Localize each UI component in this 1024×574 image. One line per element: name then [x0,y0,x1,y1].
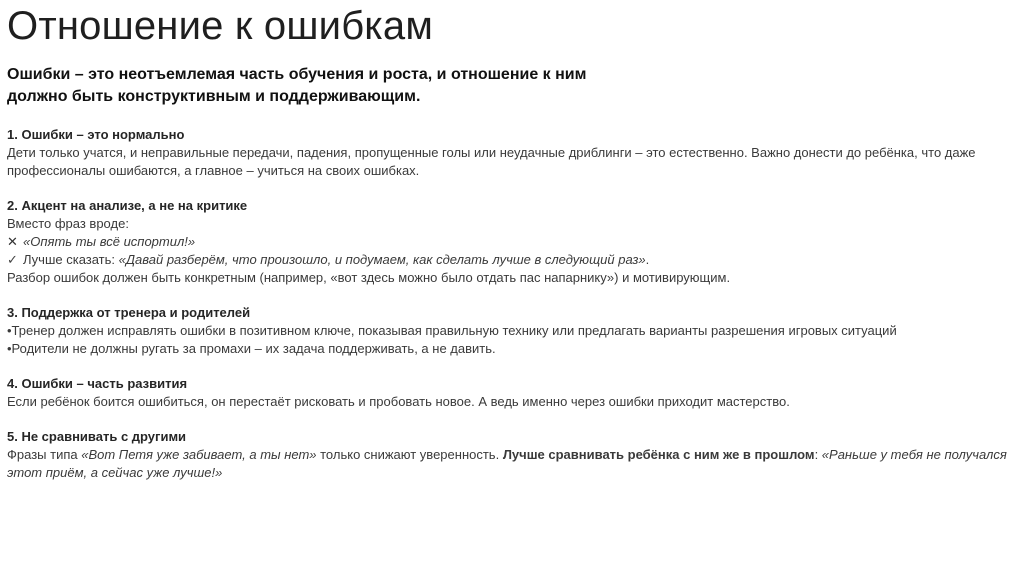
text-part: Фразы типа [7,447,82,462]
section-outro: Разбор ошибок должен быть конкретным (например, «вот здесь можно было отдать пас напарнику») и мотивирующим. [7,270,731,285]
good-phrase: «Давай разберём, что произошло, и подумаем, как сделать лучше в следующий раз» [118,252,646,267]
section-heading: 1. Ошибки – это нормально [7,127,185,142]
bad-example [7,233,1007,251]
cross-icon: ✕ [7,234,18,249]
page-title: Отношение к ошибкам [7,4,434,48]
quote-progress: «Раньше у тебя не получался этот приём, а сейчас уже лучше!» [7,447,1007,480]
check-icon: ✓ [7,252,18,267]
section-analysis [7,197,1007,287]
section-errors-normal [7,126,1007,180]
section-heading: 4. Ошибки – часть развития [7,376,188,391]
section-heading: 3. Поддержка от тренера и родителей [7,305,251,320]
section-heading: 5. Не сравнивать с другими [7,429,187,444]
text-part: только снижают уверенность. [316,447,503,462]
quote-petya: «Вот Петя уже забивает, а ты нет» [81,447,317,462]
section-intro: Вместо фраз вроде: [7,216,129,231]
section-text: Дети только учатся, и неправильные передачи, падения, пропущенные голы или неудачные дриблинги – это естественно. Важно донести до ребёнка, что даже профессионалы ошибаются, а главное – учиться на своих ошибках. [7,145,976,178]
lead-paragraph: Ошибки – это неотъемлемая часть обучения и роста, и отношение к ним должно быть конструктивным и поддерживающим. [7,66,587,105]
section-heading: 2. Акцент на анализе, а не на критике [7,198,248,213]
bold-advice: Лучше сравнивать ребёнка с ним же в прошлом [502,447,815,462]
section-development [7,375,1007,411]
section-support [7,304,1007,358]
bullet-coach: •Тренер должен исправлять ошибки в позитивном ключе, показывая правильную технику или предлагать варианты разрешения игровых ситуаций [7,323,897,338]
good-prefix: Лучше сказать: [23,252,119,267]
section-no-comparison [7,428,1007,482]
bad-phrase: «Опять ты всё испортил!» [23,234,196,249]
comparison-text [7,446,1007,482]
good-suffix: . [645,252,650,267]
bullet-parents: •Родители не должны ругать за промахи – их задача поддерживать, а не давить. [7,341,496,356]
content-body [7,126,1007,499]
text-part: : [814,447,822,462]
section-text: Если ребёнок боится ошибиться, он перестаёт рисковать и пробовать новое. А ведь именно через ошибки приходит мастерство. [7,394,790,409]
good-example [7,251,1007,269]
